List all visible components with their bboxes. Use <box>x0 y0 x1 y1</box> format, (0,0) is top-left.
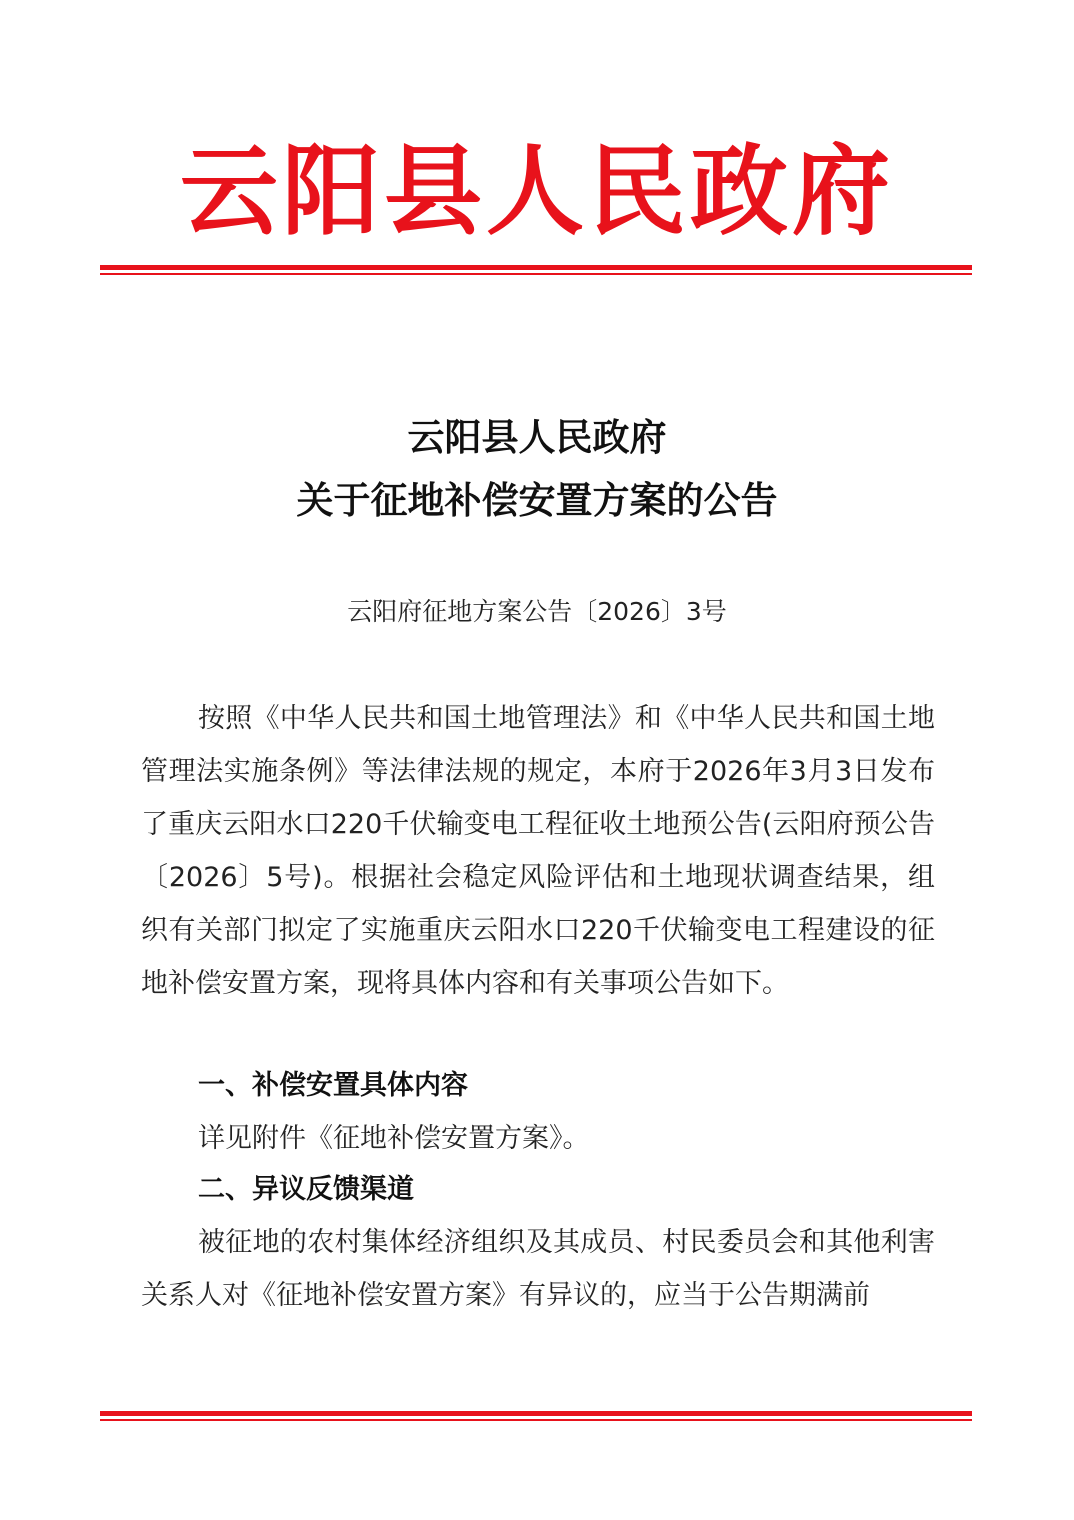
document-title-line-2: 关于征地补偿安置方案的公告 <box>296 478 778 522</box>
section-heading-compensation: 一、补偿安置具体内容 <box>198 1070 468 1101</box>
document-title-line-1: 云阳县人民政府 <box>407 415 667 459</box>
objection-paragraph: 被征地的农村集体经济组织及其成员、村民委员会和其他利害关系人对《征地补偿安置方案》有异议的，应当于公告期满前 <box>141 1227 935 1311</box>
section-heading-objection: 二、异议反馈渠道 <box>198 1174 414 1205</box>
intro-paragraph: 按照《中华人民共和国土地管理法》和《中华人民共和国土地管理法实施条例》等法律法规的规定，本府于2026年3月3日发布了重庆云阳水口220千伏输变电工程征收土地预公告(云阳府预公告〔2026〕5号)。根据社会稳定风险评估和土地现状调查结果，组织有关部门拟定了实施重庆云阳水口220千伏输变电工程建设的征地补偿安置方案，现将具体内容和有关事项公告如下。 <box>141 703 935 999</box>
attachment-paragraph: 详见附件《征地补偿安置方案》。 <box>198 1123 590 1154</box>
header-red-rule <box>100 265 972 275</box>
masthead-title: 云阳县人民政府 <box>179 134 894 249</box>
footer-red-rule <box>100 1411 972 1421</box>
document-number: 云阳府征地方案公告〔2026〕3号 <box>347 597 727 626</box>
